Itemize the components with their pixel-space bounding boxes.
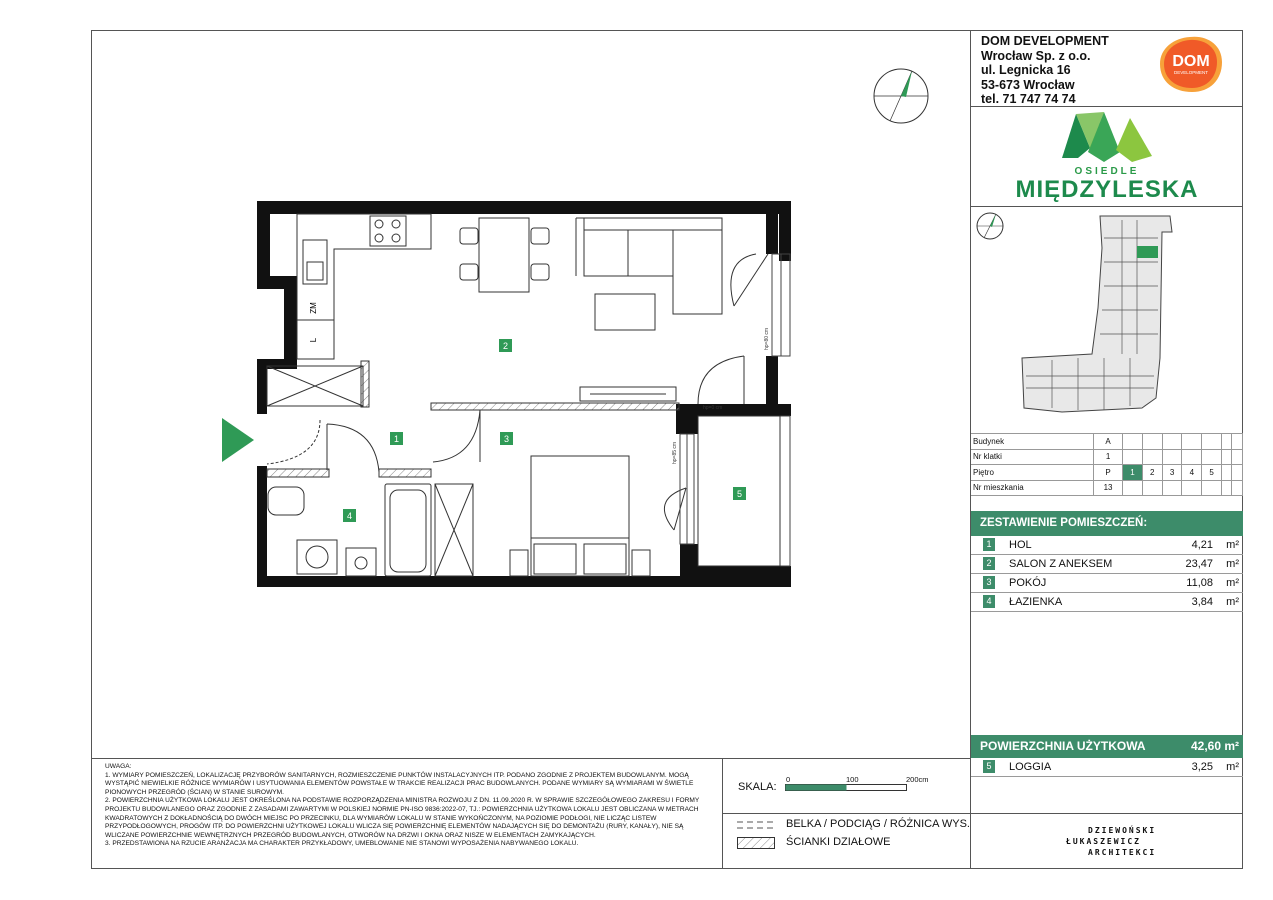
osiedle-label: OSIEDLE: [1074, 166, 1140, 177]
scale-tick: 100: [846, 775, 859, 784]
dishwasher-label: ZM: [309, 302, 318, 314]
room-row: [971, 555, 1243, 574]
rooms-summary-heading: ZESTAWIENIE POMIESZCZEŃ:: [971, 511, 1243, 536]
scale-bar: [785, 784, 909, 792]
info-mieszkanie: 13: [1094, 480, 1123, 496]
company-phone: tel. 71 747 74 74: [981, 92, 1076, 106]
architect-line: DZIEWOŃSKI: [1088, 826, 1157, 835]
sofa: [576, 218, 722, 330]
entrance-arrow-icon: [222, 418, 254, 462]
threshold-annotation: hp=0 cm: [703, 405, 723, 411]
room-label-5: 5: [736, 489, 743, 499]
info-label-mieszkanie: Nr mieszkania: [971, 480, 1094, 496]
apartment-info-table: [971, 433, 1243, 496]
room-name: POKÓJ: [1009, 577, 1047, 589]
room-name: LOGGIA: [1009, 761, 1052, 773]
company-name: DOM DEVELOPMENT: [981, 34, 1109, 48]
room-row: [971, 593, 1243, 612]
floor-option: P: [1094, 465, 1123, 481]
company-entity: Wrocław Sp. z o.o.: [981, 48, 1091, 63]
dining-table: [460, 218, 549, 292]
walls: [257, 201, 791, 587]
room-row: [971, 536, 1243, 555]
room-label-4: 4: [346, 511, 353, 521]
info-label-pietro: Piętro: [971, 465, 1094, 481]
floor-option: 4: [1182, 465, 1202, 481]
dom-logo-subtext: DEVELOPMENT: [1173, 70, 1209, 75]
note-item: 1. WYMIARY POMIESZCZEŃ, LOKALIZACJĘ PRZYBORÓW SANITARNYCH, ROZMIESZCZENIE PUNKTÓW INSTALACYJNYCH ITP. PODANO ZGODNIE Z PROJEKTEM BUDOWLANYM. MOGĄ WYSTĄPIĆ NIEWIELKIE RÓŻNICE WYMIARÓW I USYTUOWANIA ELEMENTÓW POWSTAŁE W TRAKCIE REALIZACJI PRAC BUDOWLANYCH. PODANE WYMIARY SĄ WYMIARAMI W ŚWIETLE PIONOWYCH PRZEGRÓD (ŚCIAN) W STANIE SUROWYM.: [105, 771, 694, 796]
legend-partition-label: ŚCIANKI DZIAŁOWE: [786, 836, 891, 848]
cooktop-icon: [370, 216, 406, 246]
room-number: 1: [983, 538, 995, 551]
room-area: 11,08: [1186, 577, 1213, 589]
wardrobe: [267, 366, 363, 406]
room-unit: m²: [1226, 558, 1239, 570]
company-street: ul. Legnicka 16: [981, 63, 1071, 77]
room-unit: m²: [1226, 761, 1239, 773]
brand-name: MIĘDZYLESKA: [1015, 176, 1199, 203]
partition-walls: [267, 361, 679, 477]
company-city: 53-673 Wrocław: [981, 77, 1075, 92]
room-row: [971, 574, 1243, 593]
room-label-1: 1: [393, 434, 400, 444]
usable-area-bar: [971, 735, 1243, 758]
room-name: HOL: [1009, 539, 1032, 551]
architect-logo: [1066, 825, 1156, 858]
window-height-annotation: hp=80 cm: [764, 327, 770, 350]
floor-option: 3: [1162, 465, 1182, 481]
notes-title: UWAGA:: [105, 763, 132, 770]
note-item: 3. PRZEDSTAWIONA NA RZUCIE ARANŻACJA MA CHARAKTER PRZYKŁADOWY, UMEBLOWANIE NIE STANOWI WYPOSAŻENIA NABYWANEGO LOKALU.: [105, 840, 579, 848]
room-label-2: 2: [502, 341, 509, 351]
info-label-budynek: Budynek: [971, 434, 1094, 450]
room-number: 2: [983, 557, 995, 570]
room-unit: m²: [1226, 577, 1239, 589]
room-unit: m²: [1226, 539, 1239, 551]
partition-legend-icon: [737, 837, 775, 849]
room-unit: m²: [1226, 596, 1239, 608]
tv-unit: [580, 387, 676, 401]
usable-area-value: 42,60 m²: [1190, 739, 1239, 753]
scale-label: SKALA:: [738, 781, 777, 793]
washbasin-icon: [346, 548, 376, 576]
room-number: 4: [983, 595, 995, 608]
info-klatka: 1: [1094, 449, 1123, 465]
fridge-label: L: [309, 337, 318, 343]
kitchen-counter: [297, 214, 431, 359]
coffee-table: [595, 294, 655, 330]
architect-line: ARCHITEKCI: [1088, 848, 1157, 857]
room-area: 4,21: [1191, 539, 1213, 551]
room-number: 5: [983, 760, 995, 773]
bathroom-fixtures: [268, 484, 473, 576]
architect-line: ŁUKASZEWICZ: [1066, 837, 1141, 846]
info-label-klatka: Nr klatki: [971, 449, 1094, 465]
bathtub-icon: [385, 484, 431, 576]
info-budynek: A: [1094, 434, 1123, 450]
room-area: 3,84: [1191, 596, 1213, 608]
floor-option-selected: 1: [1123, 465, 1143, 481]
room-name: SALON Z ANEKSEM: [1009, 558, 1113, 570]
dom-logo-text: DOM: [1172, 53, 1210, 70]
notes: [105, 763, 718, 849]
loggia-row: [971, 758, 1243, 777]
beam-legend-icon: [737, 820, 775, 830]
floor-option: 5: [1202, 465, 1222, 481]
floor-option: 2: [1142, 465, 1162, 481]
toilet-icon: [268, 487, 304, 515]
room-area: 23,47: [1185, 558, 1213, 570]
room-label-3: 3: [503, 434, 510, 444]
room-name: ŁAZIENKA: [1009, 596, 1063, 608]
window-height-annotation-2: hp=85 cm: [672, 441, 678, 464]
room-number: 3: [983, 576, 995, 589]
legend-beam-label: BELKA / PODCIĄG / RÓŻNICA WYS.: [786, 818, 970, 830]
scale-tick: 0: [786, 775, 791, 784]
bed: [510, 456, 650, 576]
washing-machine-icon: [297, 540, 337, 574]
note-item: 2. POWIERZCHNIA UŻYTKOWA LOKALU JEST OKREŚLONA NA PODSTAWIE ROZPORZĄDZENIA MINISTRA ROZWOJU Z DN. 11.09.2020 R. W SPRAWIE SZCZEGÓŁOWEGO ZAKRESU I FORMY PROJEKTU BUDOWLANEGO ORAZ ZGODNIE Z ZASADAMI ZAWARTYMI W POLSKIEJ NORMIE PN-ISO 9836:2022-07, TJ.: POWIERZCHNIA UŻYTKOWA LOKALU JEST OBLICZANA W METRACH KWADRATOWYCH Z DOKŁADNOŚCIĄ DO DWÓCH MIEJSC PO PRZECINKU, DLA WYMIARÓW LOKALU W STANIE WYKOŃCZONYM, NA POZIOMIE PODŁOGI, NIE LICZĄC LISTEW PRZYPODŁOGOWYCH, PROGÓW ITP. DO POWIERZCHNI UŻYTKOWEJ LOKALU WLICZA SIĘ POWIERZCHNIĘ ELEMENTÓW NADAJĄCYCH SIĘ DO DEMONTAŻU (RURY, KANAŁY), NIE SĄ WLICZANE POWIERZCHNIE WEWNĘTRZNYCH PRZEGRÓD BUDOWLANYCH, OTWORÓW NA DRZWI I OKNA ORAZ NISZE W ELEMENTACH ZAMYKAJĄCYCH.: [105, 797, 700, 839]
room-area: 3,25: [1191, 761, 1213, 773]
usable-area-label: POWIERZCHNIA UŻYTKOWA: [980, 739, 1146, 753]
scale-tick: 200cm: [906, 775, 929, 784]
doors: [267, 254, 768, 530]
